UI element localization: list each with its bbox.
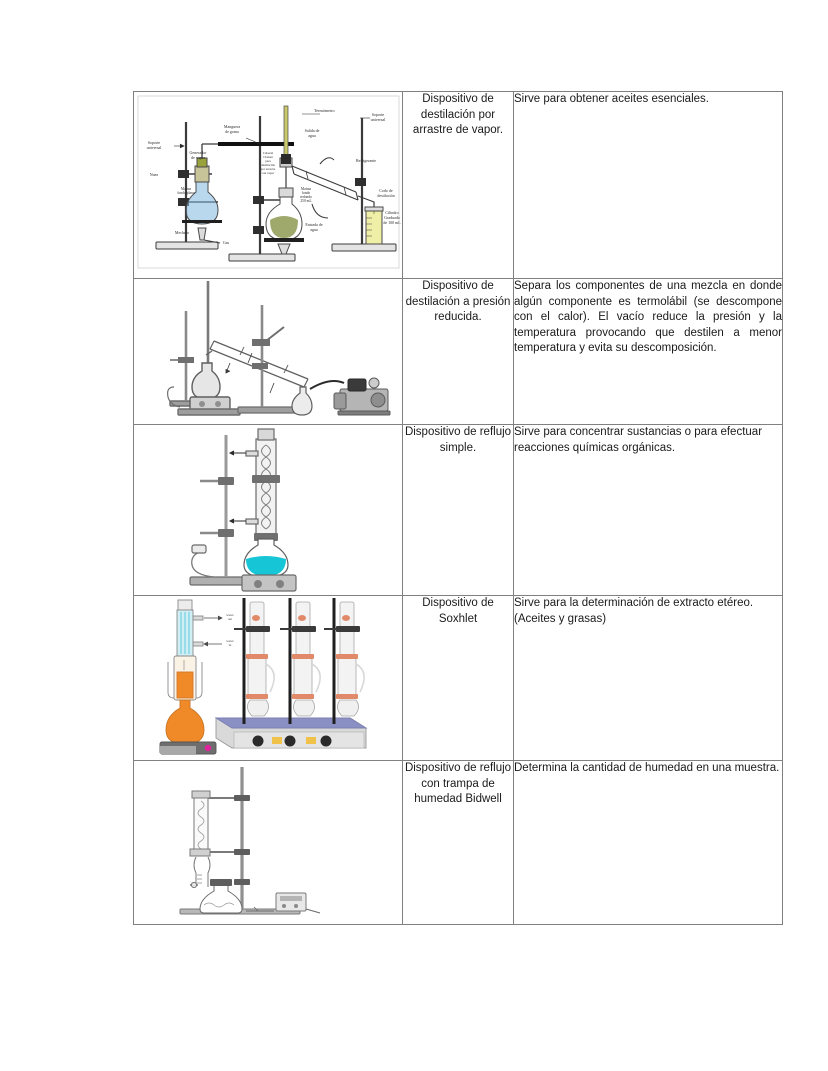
svg-text:universal: universal <box>370 117 386 122</box>
svg-text:Nuez: Nuez <box>149 172 159 177</box>
svg-text:Matraz: Matraz <box>300 187 312 191</box>
svg-text:para: para <box>265 159 271 163</box>
table-row <box>134 761 783 925</box>
equipment-description: Sirve para obtener aceites esenciales. <box>514 93 709 105</box>
svg-text:de vapor: de vapor <box>191 155 205 160</box>
equipment-description-cell <box>514 425 783 596</box>
svg-text:fondo plano: fondo plano <box>177 191 195 195</box>
equipment-name-cell <box>403 92 514 279</box>
svg-text:agua: agua <box>308 133 316 138</box>
equipment-name: Dispositivo de destilación por arrastre de vapor. <box>412 93 504 136</box>
svg-text:water: water <box>226 613 234 617</box>
equipment-name: Dispositivo de reflujo simple. <box>404 426 512 454</box>
equipment-name: Dispositivo de Soxhlet <box>422 597 494 625</box>
equipment-name-cell <box>403 279 514 425</box>
svg-text:Soporte: Soporte <box>147 140 161 145</box>
reduced-pressure-distillation-apparatus <box>134 279 402 424</box>
equipment-image-cell <box>134 279 403 425</box>
equipment-name: Dispositivo de destilación a presión reducida. <box>405 280 511 323</box>
svg-text:destilación: destilación <box>377 193 395 198</box>
svg-text:Cilindro: Cilindro <box>385 210 399 215</box>
svg-text:por arrastre: por arrastre <box>260 167 276 171</box>
equipment-name-cell <box>403 761 514 925</box>
table-row <box>134 596 783 761</box>
svg-text:Gas: Gas <box>222 240 230 245</box>
svg-text:250 mL: 250 mL <box>300 199 312 203</box>
svg-text:out: out <box>227 617 233 621</box>
equipment-description: Sirve para la determinación de extracto etéreo. (Aceites y grasas) <box>514 597 754 625</box>
bidwell-moisture-trap-reflux-apparatus <box>134 761 402 924</box>
svg-text:Entrada de: Entrada de <box>305 222 323 227</box>
equipment-description-cell <box>514 761 783 925</box>
svg-text:Generador: Generador <box>189 150 207 155</box>
svg-text:Refrigerante: Refrigerante <box>356 158 376 163</box>
table-row <box>134 425 783 596</box>
svg-text:redondo: redondo <box>300 195 312 199</box>
svg-text:Salida de: Salida de <box>304 128 320 133</box>
svg-text:Matraz: Matraz <box>180 187 192 191</box>
table-row <box>134 92 783 279</box>
svg-text:Codo de: Codo de <box>379 188 393 193</box>
svg-text:agua: agua <box>310 227 318 232</box>
svg-text:Soporte: Soporte <box>371 112 385 117</box>
steam-distillation-apparatus <box>134 92 402 278</box>
svg-text:de goma: de goma <box>225 129 239 134</box>
equipment-image-cell <box>134 92 403 279</box>
svg-text:Manguera: Manguera <box>223 124 241 129</box>
equipment-description: Sirve para concentrar sustancias o para efectuar reacciones químicas orgánicas. <box>514 426 763 454</box>
equipment-image-cell <box>134 761 403 925</box>
svg-text:destilación: destilación <box>261 163 275 167</box>
svg-text:water: water <box>226 639 234 643</box>
svg-text:Claisen: Claisen <box>263 155 273 159</box>
svg-text:universal: universal <box>146 145 162 150</box>
soxhlet-extraction-apparatus <box>134 596 402 760</box>
table-row <box>134 279 783 425</box>
equipment-image-cell <box>134 596 403 761</box>
svg-text:con vapor: con vapor <box>261 171 275 175</box>
equipment-description-cell <box>514 596 783 761</box>
simple-reflux-apparatus <box>134 425 402 595</box>
svg-text:Termómetro: Termómetro <box>314 108 335 113</box>
equipment-description: Determina la cantidad de humedad en una muestra. <box>514 762 780 774</box>
equipment-name-cell <box>403 596 514 761</box>
equipment-name: Dispositivo de reflujo con trampa de humedad Bidwell <box>404 762 512 805</box>
svg-text:fondo: fondo <box>301 191 311 195</box>
equipment-table <box>133 91 783 925</box>
svg-text:Cabezal: Cabezal <box>262 151 274 155</box>
equipment-description: Separa los componentes de una mezcla en donde algún componente es termolábil (se descompone con el calor). El vacío reduce la presión y la temperatura provocando que destilen a menor temperatura y evita su descomposición. <box>514 280 782 354</box>
equipment-name-cell <box>403 425 514 596</box>
equipment-description-cell <box>514 279 783 425</box>
equipment-image-cell <box>134 425 403 596</box>
svg-text:Mechero: Mechero <box>174 230 190 235</box>
equipment-description-cell <box>514 92 783 279</box>
svg-text:Graduado: Graduado <box>384 215 400 220</box>
svg-text:in: in <box>228 643 232 647</box>
svg-text:de 100 mL: de 100 mL <box>383 220 401 225</box>
